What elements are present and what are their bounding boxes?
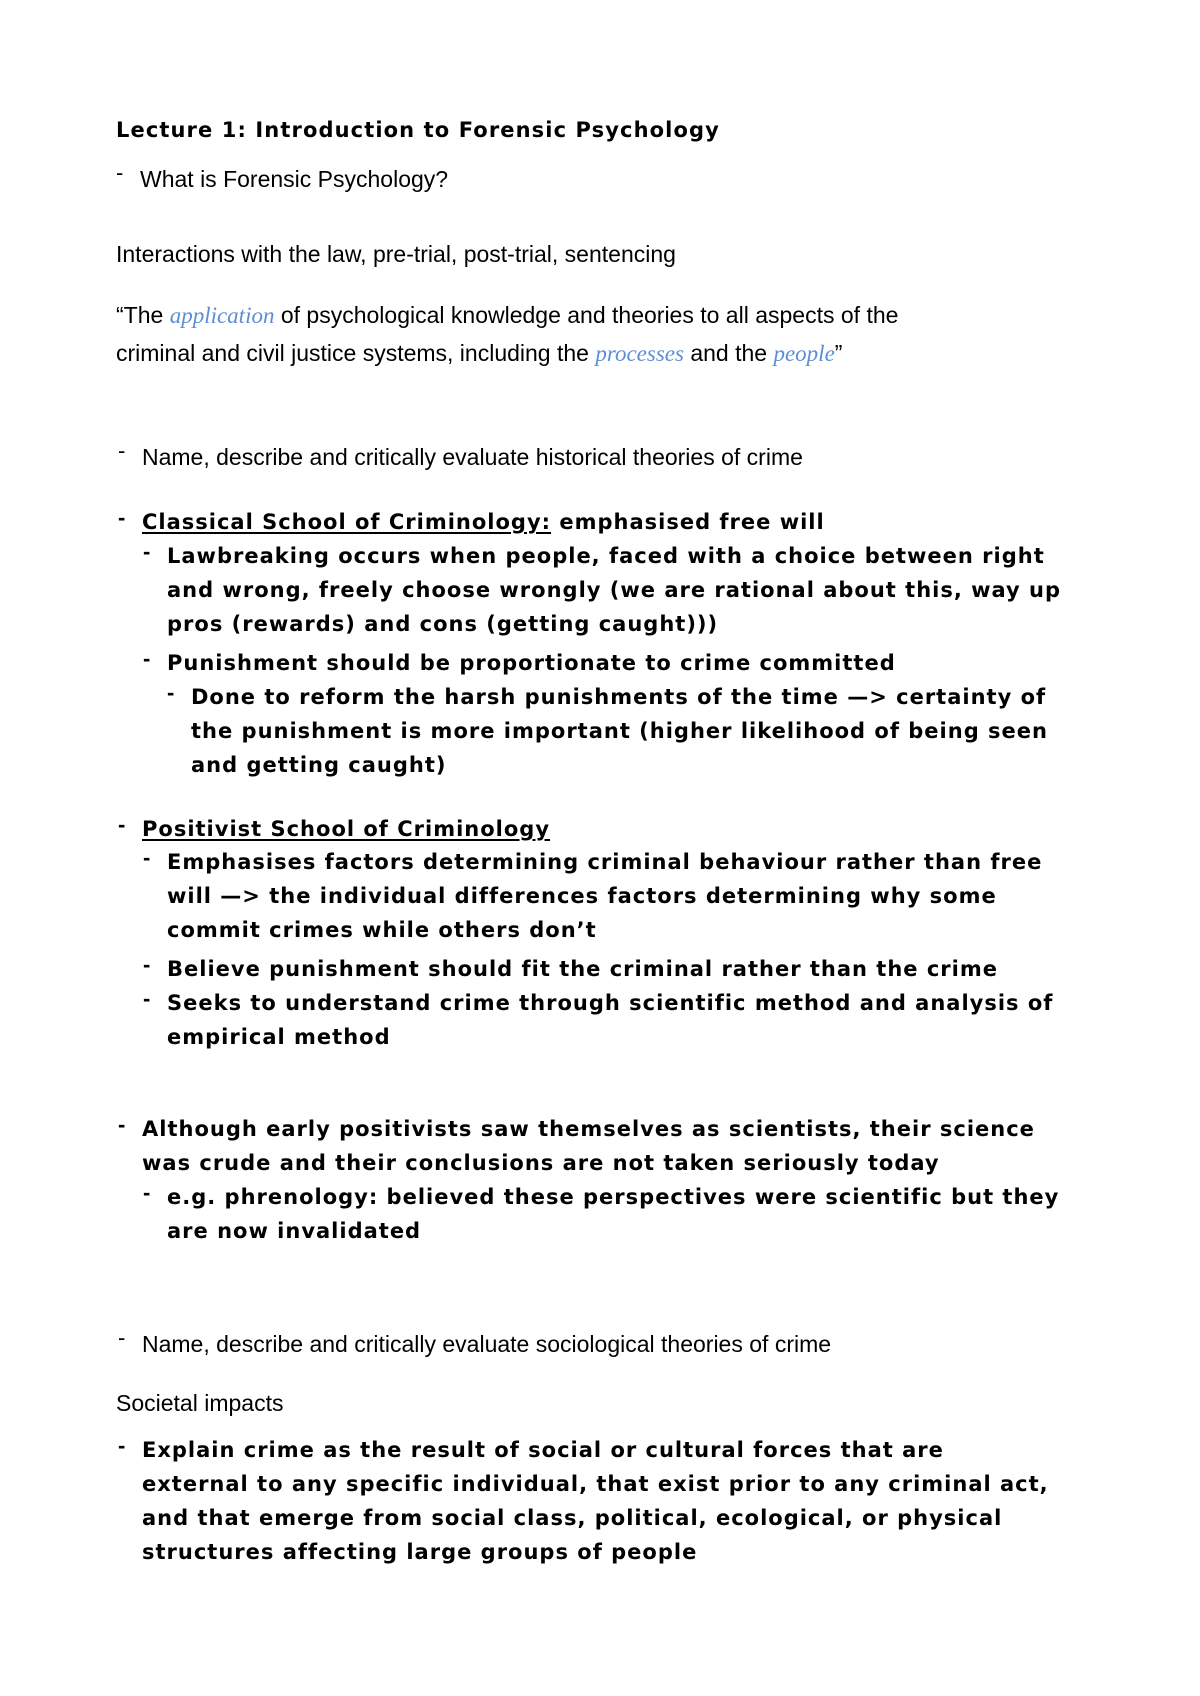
positivist-bullet-punishment: - Believe punishment should fit the criminal rather than the crime [143, 952, 998, 981]
question-what-is: - What is Forensic Psychology? [116, 160, 449, 192]
interactions-text: Interactions with the law, pre-trial, post-trial, sentencing [116, 241, 676, 267]
classical-bullet-punishment: - Punishment should be proportionate to crime committed [143, 646, 896, 675]
societal-impacts-label: Societal impacts [116, 1390, 284, 1416]
bullet-dash: - [118, 505, 127, 530]
question-sociological: - Name, describe and critically evaluate sociological theories of crime [118, 1325, 832, 1357]
bullet-dash: - [143, 845, 152, 870]
quote-line-2: criminal and civil justice systems, including the processes and the people” [116, 340, 843, 366]
bullet-dash: - [167, 680, 176, 705]
page-title: Lecture 1: Introduction to Forensic Psychology [116, 118, 720, 142]
bullet-dash: - [143, 539, 152, 564]
bullet-dash: - [143, 986, 152, 1011]
positivist-school-heading: - Positivist School of Criminology [118, 812, 551, 841]
sociological-explain-bullet: - Explain crime as the result of social or cultural forces that are external to any specific individual, that exist prior to any criminal act, and that emerge from social class, political, ecological, or physical structures affecting large groups of people [118, 1433, 1049, 1564]
bullet-dash: - [118, 1433, 127, 1458]
question-historical: - Name, describe and critically evaluate historical theories of crime [118, 438, 803, 470]
classical-subbullet-reform: - Done to reform the harsh punishments of the time —> certainty of the punishment is more important (higher likelihood of being seen and getting caught) [167, 680, 1048, 777]
bullet-dash: - [118, 812, 127, 837]
phrenology-subbullet: - e.g. phrenology: believed these perspectives were scientific but they are now invalidated [143, 1180, 1060, 1243]
bullet-dash: - [143, 952, 152, 977]
bullet-dash: - [116, 160, 124, 185]
classical-school-heading: - Classical School of Criminology: emphasised free will [118, 505, 825, 534]
positivist-bullet-factors: - Emphasises factors determining criminal behaviour rather than free will —> the individual differences factors determining why some commit crimes while others don’t [143, 845, 1043, 942]
quote-line-1: “The application of psychological knowledge and theories to all aspects of the [116, 302, 899, 328]
bullet-dash: - [118, 1112, 127, 1137]
positivist-bullet-scientific: - Seeks to understand crime through scientific method and analysis of empirical method [143, 986, 1054, 1049]
emphasis-processes: processes [595, 341, 684, 366]
emphasis-people: people [773, 341, 835, 366]
classical-bullet-lawbreaking: - Lawbreaking occurs when people, faced with a choice between right and wrong, freely choose wrongly (we are rational about this, way up pros (rewards) and cons (getting caught))) [143, 539, 1062, 636]
early-positivists-bullet: - Although early positivists saw themselves as scientists, their science was crude and their conclusions are not taken seriously today [118, 1112, 1035, 1175]
bullet-dash: - [118, 1325, 126, 1350]
emphasis-application: application [169, 303, 275, 328]
bullet-dash: - [143, 1180, 152, 1205]
bullet-dash: - [118, 438, 126, 463]
bullet-dash: - [143, 646, 152, 671]
